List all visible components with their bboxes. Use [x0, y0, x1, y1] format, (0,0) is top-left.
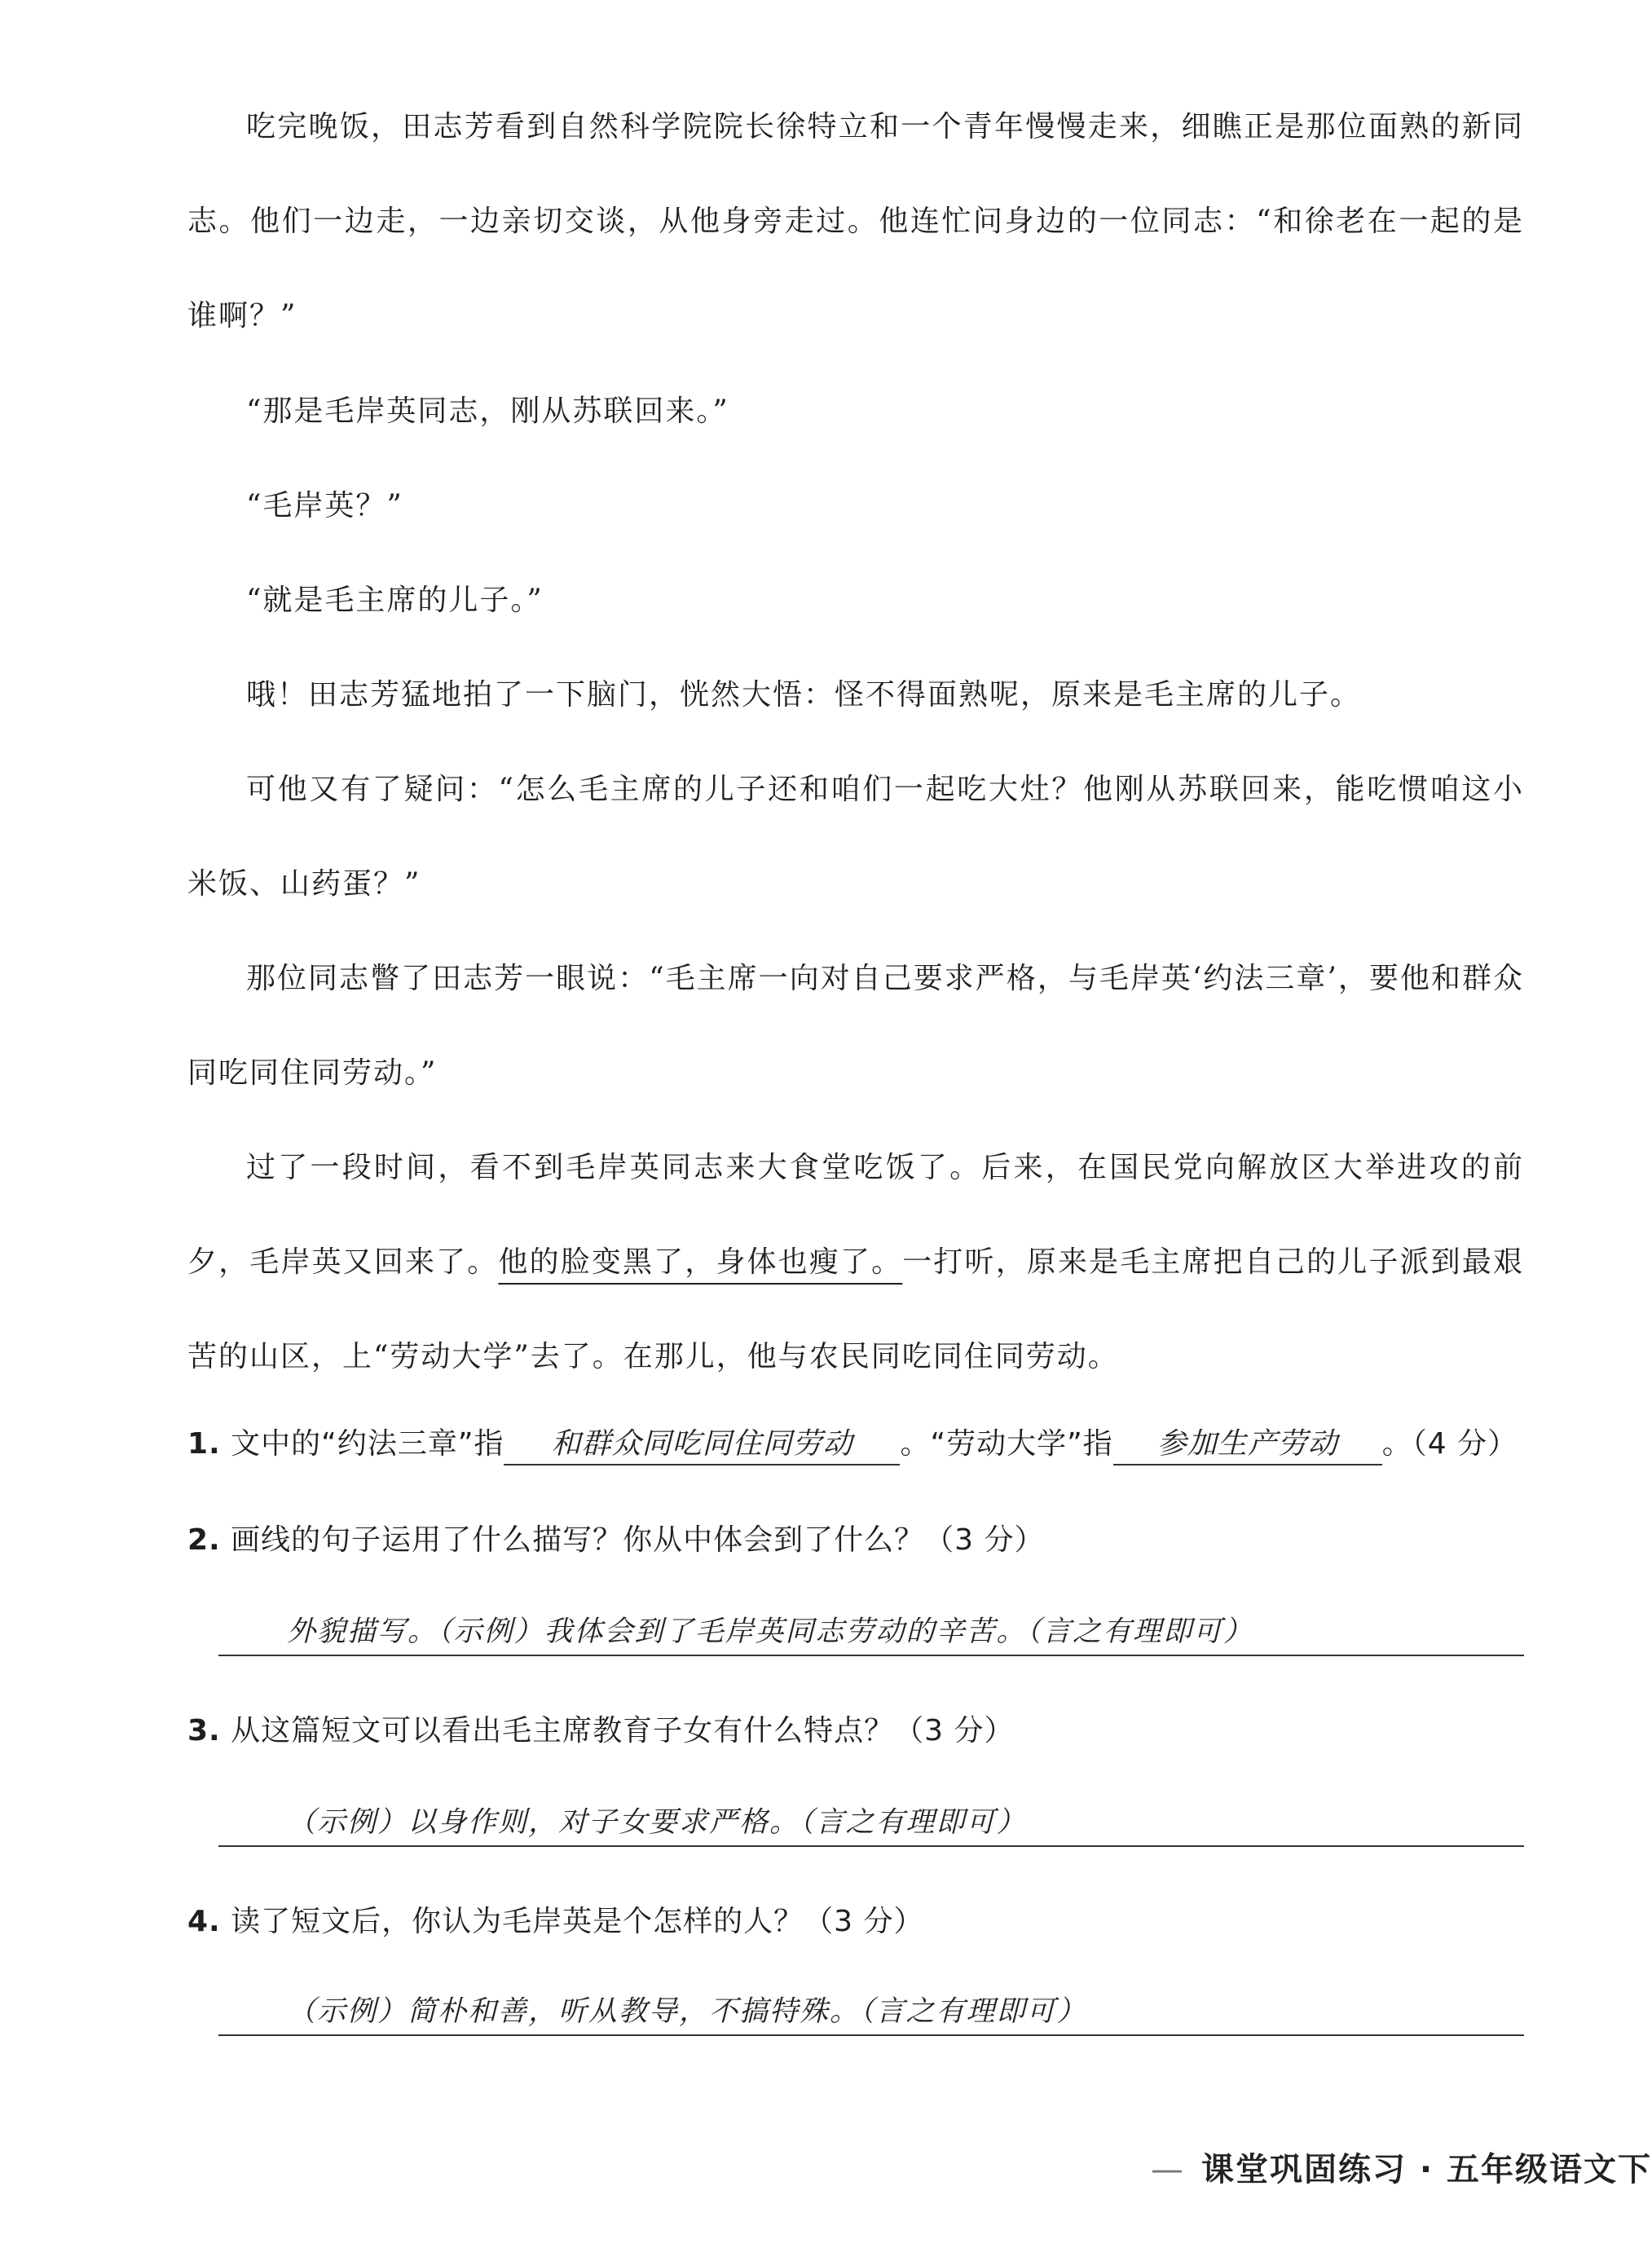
- passage-paragraph-2: “那是毛岸英同志，刚从苏联回来。”: [246, 394, 729, 428]
- question-3: [187, 1710, 1015, 1752]
- question-1-text-c: 。（4 分）: [1381, 1427, 1518, 1461]
- question-1-text-a: 文中的“约法三章”指: [220, 1427, 504, 1461]
- question-1: [187, 1423, 1518, 1465]
- footer-dash: —: [1150, 2151, 1183, 2188]
- passage-paragraph-6: 可他又有了疑问：“怎么毛主席的儿子还和咱们一起吃大灶？他刚从苏联回来，能吃惯咱这小米饭、山药蛋？”: [187, 773, 1524, 901]
- passage-paragraph-1: 吃完晚饭，田志芳看到自然科学院院长徐特立和一个青年慢慢走来，细瞧正是那位面熟的新同志。他们一边走，一边亲切交谈，从他身旁走过。他连忙问身边的一位同志：“和徐老在一起的是谁啊？”: [187, 110, 1524, 333]
- underlined-sentence: 他的脸变黑了，身体也瘦了。: [498, 1245, 903, 1279]
- question-2: [187, 1519, 1045, 1562]
- page-footer: [1151, 2144, 1652, 2190]
- question-1-number: 1.: [187, 1427, 221, 1461]
- question-3-answer-line[interactable]: [218, 1795, 1524, 1847]
- question-2-text: 画线的句子运用了什么描写？你从中体会到了什么？（3 分）: [220, 1523, 1045, 1557]
- question-1-text-b: 。“劳动大学”指: [900, 1427, 1113, 1461]
- footer-title: 课堂巩固练习 · 五年级语文下: [1200, 2151, 1652, 2188]
- passage-paragraph-7: 那位同志瞥了田志芳一眼说：“毛主席一向对自己要求严格，与毛岸英‘约法三章’，要他和群众同吃同住同劳动。”: [187, 962, 1524, 1090]
- question-2-answer-line[interactable]: [218, 1604, 1524, 1656]
- question-3-text: 从这篇短文可以看出毛主席教育子女有什么特点？（3 分）: [220, 1714, 1015, 1748]
- paragraph-8-part-2: 一打听，原来是毛主席把自己的儿子派到最艰苦的山区，上“劳动大学”去了。在那儿，他与农民同吃同住同劳动。: [187, 1245, 1524, 1373]
- question-4-number: 4.: [187, 1905, 221, 1938]
- paragraph-8-part-1: 过了一段时间，看不到毛岸英同志来大食堂吃饭了。后来，在国民党向解放区大举进攻的前夕，毛岸英又回来了。: [187, 1151, 1524, 1279]
- question-1-answer-blank-1[interactable]: 和群众同吃同住同劳动: [504, 1425, 900, 1465]
- question-4: [187, 1901, 924, 1943]
- question-2-answer: 外貌描写。（示例）我体会到了毛岸英同志劳动的辛苦。（言之有理即可）: [287, 1615, 1254, 1648]
- question-3-answer: （示例）以身作则，对子女要求严格。（言之有理即可）: [287, 1806, 1027, 1839]
- question-4-text: 读了短文后，你认为毛岸英是个怎样的人？（3 分）: [220, 1905, 924, 1938]
- question-4-answer-line[interactable]: [218, 1984, 1524, 2036]
- passage-paragraph-4: “就是毛主席的儿子。”: [246, 584, 544, 617]
- question-3-number: 3.: [187, 1714, 221, 1748]
- passage-paragraph-8: [187, 1121, 1524, 1404]
- question-2-number: 2.: [187, 1523, 221, 1557]
- passage-paragraph-5: 哦！田志芳猛地拍了一下脑门，恍然大悟：怪不得面熟呢，原来是毛主席的儿子。: [246, 678, 1362, 712]
- passage-paragraph-3: “毛岸英？”: [246, 489, 403, 522]
- question-1-answer-blank-2[interactable]: 参加生产劳动: [1113, 1425, 1382, 1465]
- question-4-answer: （示例）简朴和善，听从教导，不搞特殊。（言之有理即可）: [287, 1995, 1087, 2028]
